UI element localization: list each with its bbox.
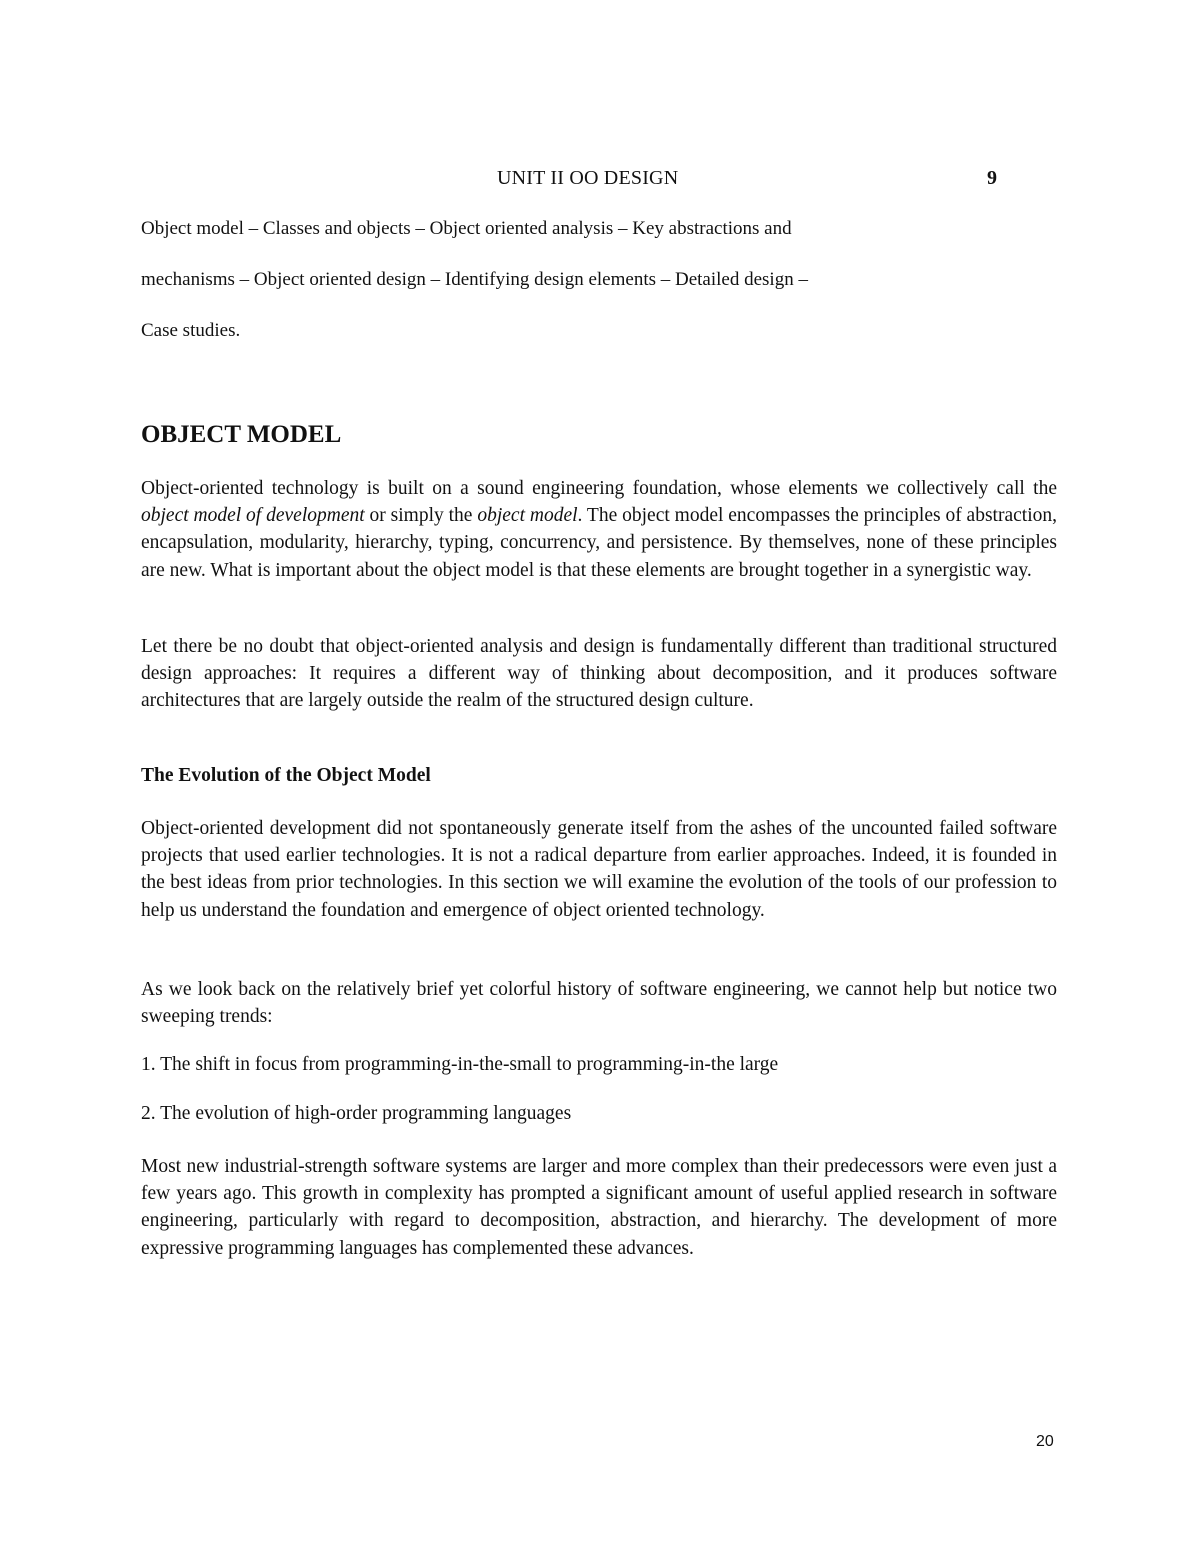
unit-title: UNIT II OO DESIGN — [497, 167, 679, 189]
syllabus-line: Case studies. — [141, 320, 241, 341]
complexity-paragraph: Most new industrial-strength software systems are larger and more complex than their predecessors were even just a few years ago. This growth in complexity has prompted a significant amount of useful applied research in software engineering, particularly with regard to decomposition, abstraction, and hierarchy. The development of more expressive programming languages has complemented these advances. — [141, 1156, 1057, 1259]
section-heading: OBJECT MODEL — [141, 421, 342, 448]
trend-item: 1. The shift in focus from programming-in-the-small to programming-in-the large — [141, 1054, 779, 1075]
evolution-paragraph: Object-oriented development did not spontaneously generate itself from the ashes of the uncounted failed software projects that used earlier technologies. It is not a radical departure from earlier approaches. Indeed, it is founded in the best ideas from prior technologies. In this section we will examine the evolution of the tools of our profession to help us understand the foundation and emergence of object oriented technology. — [141, 818, 1057, 921]
emphasis-object-model-of-development: object model of development — [141, 505, 365, 527]
syllabus-line: mechanisms – Object oriented design – Identifying design elements – Detailed design – — [141, 269, 808, 290]
trend-item: 2. The evolution of high-order programming languages — [141, 1103, 572, 1124]
ooad-difference-paragraph: Let there be no doubt that object-oriented analysis and design is fundamentally different than traditional structured design approaches: It requires a different way of thinking about decomposition, and it produces software architectures that are largely outside the realm of the structured design culture. — [141, 636, 1057, 712]
object-model-paragraph: Object-oriented technology is built on a sound engineering foundation, whose elements we collectively call the object model of development or simply the object model. The object model encompasses the principles of abstraction, encapsulation, modularity, hierarchy, typing, concurrency, and persistence. By themselves, none of these principles are new. What is important about the object model is that these elements are brought together in a synergistic way. — [141, 478, 1057, 581]
emphasis-object-model: object model — [477, 505, 578, 527]
trends-intro-paragraph: As we look back on the relatively brief yet colorful history of software engineering, we cannot help but notice two sweeping trends: — [141, 979, 1057, 1028]
evolution-subheading: The Evolution of the Object Model — [141, 765, 431, 786]
unit-hours: 9 — [987, 167, 997, 189]
page-number: 20 — [1036, 1433, 1054, 1450]
syllabus-line: Object model – Classes and objects – Object oriented analysis – Key abstractions and — [141, 218, 792, 239]
